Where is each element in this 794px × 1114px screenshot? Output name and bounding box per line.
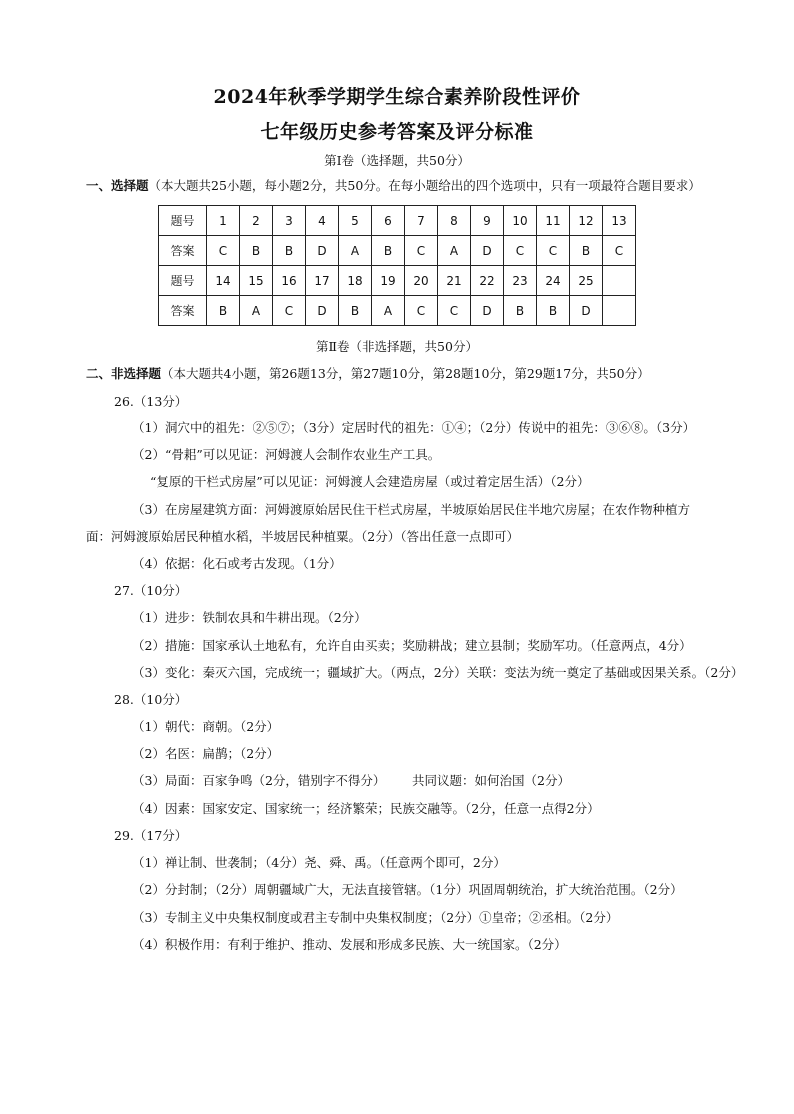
answer-table-cell: 14 <box>207 266 240 296</box>
answer-table-cell: C <box>504 236 537 266</box>
answer-table-row-header: 答案 <box>159 236 207 266</box>
volume-one-heading: 第Ⅰ卷（选择题，共50分） <box>324 153 470 168</box>
answer-table-cell: 21 <box>438 266 471 296</box>
question-28-line: （1）朝代：商朝。（2分） <box>132 719 280 734</box>
section-one-heading <box>86 178 701 194</box>
section-two-heading <box>86 366 650 382</box>
answer-table-cell: C <box>273 296 306 326</box>
answer-table-cell: D <box>570 296 603 326</box>
answer-table-cell: 16 <box>273 266 306 296</box>
answer-table-cell: 7 <box>405 206 438 236</box>
answer-table-cell: 9 <box>471 206 504 236</box>
question-26-line: （1）洞穴中的祖先：②⑤⑦；（3分）定居时代的祖先：①④；（2分）传说中的祖先：③⑥⑧。（3分） <box>132 420 696 435</box>
answer-table-cell: A <box>339 236 372 266</box>
answer-table-cell: B <box>570 236 603 266</box>
answer-table-cell: A <box>438 236 471 266</box>
answer-table-cell: A <box>372 296 405 326</box>
answer-table-cell: 25 <box>570 266 603 296</box>
question-28-title: 28.（10分） <box>114 692 188 707</box>
answer-table-cell: 20 <box>405 266 438 296</box>
answer-table-cell: B <box>207 296 240 326</box>
answer-table-cell: B <box>240 236 273 266</box>
section-two-description: （本大题共4小题，第26题13分，第27题10分，第28题10分，第29题17分，共50分） <box>161 366 650 381</box>
answer-table-cell: 6 <box>372 206 405 236</box>
section-one-label: 一、选择题 <box>86 178 149 193</box>
section-two-label: 二、非选择题 <box>86 366 162 381</box>
answer-table-cell: 18 <box>339 266 372 296</box>
answer-table-cell: B <box>372 236 405 266</box>
section-one-description: （本大题共25小题，每小题2分，共50分。在每小题给出的四个选项中，只有一项最符合题目要求） <box>148 178 701 193</box>
question-29-line: （1）禅让制、世袭制；（4分）尧、舜、禹。（任意两个即可，2分） <box>132 855 506 870</box>
answer-table-cell: 4 <box>306 206 339 236</box>
question-26-line: （3）在房屋建筑方面：河姆渡原始居民住干栏式房屋，半坡原始居民住半地穴房屋；在农作物种植方 <box>132 502 690 517</box>
question-28-line: （4）因素：国家安定、国家统一；经济繁荣；民族交融等。（2分，任意一点得2分） <box>132 801 600 816</box>
answer-table-cell: 19 <box>372 266 405 296</box>
answer-table-row-header: 题号 <box>159 206 207 236</box>
question-29-line: （3）专制主义中央集权制度或君主专制中央集权制度；（2分）①皇帝；②丞相。（2分） <box>132 910 619 925</box>
answer-table-cell: 15 <box>240 266 273 296</box>
answer-table-cell: B <box>339 296 372 326</box>
question-26-line: （2）“骨耜”可以见证：河姆渡人会制作农业生产工具。 <box>132 447 441 462</box>
answer-table-cell: C <box>405 236 438 266</box>
answer-table-cell: D <box>471 296 504 326</box>
answer-table-cell <box>603 266 636 296</box>
answer-table-cell: C <box>207 236 240 266</box>
question-29-line: （2）分封制；（2分）周朝疆域广大，无法直接管辖。（1分）巩固周朝统治，扩大统治范围。（2分） <box>132 882 683 897</box>
question-28-line: 共同议题：如何治国（2分） <box>412 773 570 788</box>
answer-table-row <box>159 296 636 326</box>
question-27-title: 27.（10分） <box>114 583 188 598</box>
answer-table-row-header: 答案 <box>159 296 207 326</box>
answer-table-cell: 24 <box>537 266 570 296</box>
answer-table-cell: 17 <box>306 266 339 296</box>
answer-table-cell <box>603 296 636 326</box>
question-27-line: （2）措施：国家承认土地私有，允许自由买卖；奖励耕战；建立县制；奖励军功。（任意两点，4分） <box>132 638 692 653</box>
page-subtitle: 七年级历史参考答案及评分标准 <box>260 121 534 143</box>
question-27-line: （3）变化：秦灭六国，完成统一；疆域扩大。（两点，2分）关联：变法为统一奠定了基础或因果关系。（2分） <box>132 665 744 680</box>
answer-table-row-header: 题号 <box>159 266 207 296</box>
answer-table-cell: 5 <box>339 206 372 236</box>
question-26-title: 26.（13分） <box>114 394 188 409</box>
question-26-line: 面：河姆渡原始居民种植水稻，半坡居民种植粟。（2分）（答出任意一点即可） <box>86 529 519 544</box>
answer-table-cell: 10 <box>504 206 537 236</box>
answer-table-cell: 13 <box>603 206 636 236</box>
question-29-title: 29.（17分） <box>114 828 188 843</box>
question-29-line: （4）积极作用：有利于维护、推动、发展和形成多民族、大一统国家。（2分） <box>132 937 567 952</box>
answer-table-cell: 1 <box>207 206 240 236</box>
answer-table-cell: C <box>438 296 471 326</box>
answer-table-cell: C <box>603 236 636 266</box>
volume-two-heading: 第Ⅱ卷（非选择题，共50分） <box>316 339 478 354</box>
page-title: 2024年秋季学期学生综合素养阶段性评价 <box>213 86 581 108</box>
answer-table-cell: B <box>504 296 537 326</box>
answer-table-cell: C <box>537 236 570 266</box>
answer-table-cell: D <box>306 296 339 326</box>
answer-table-cell: 3 <box>273 206 306 236</box>
answer-table-row <box>159 266 636 296</box>
answer-table-cell: 8 <box>438 206 471 236</box>
question-28-line: （3）局面：百家争鸣（2分，错别字不得分） <box>132 773 386 788</box>
answer-table-cell: 23 <box>504 266 537 296</box>
answer-table <box>158 205 636 326</box>
answer-table-cell: C <box>405 296 438 326</box>
answer-table-cell: B <box>273 236 306 266</box>
answer-table-cell: 22 <box>471 266 504 296</box>
answer-table-row <box>159 206 636 236</box>
answer-table-row <box>159 236 636 266</box>
answer-table-cell: B <box>537 296 570 326</box>
answer-table-cell: 12 <box>570 206 603 236</box>
answer-table-cell: D <box>471 236 504 266</box>
question-26-line: （4）依据：化石或考古发现。（1分） <box>132 556 342 571</box>
question-28-line: （2）名医：扁鹊；（2分） <box>132 746 280 761</box>
question-27-line: （1）进步：铁制农具和牛耕出现。（2分） <box>132 610 367 625</box>
answer-table-cell: D <box>306 236 339 266</box>
answer-table-cell: 2 <box>240 206 273 236</box>
answer-table-cell: 11 <box>537 206 570 236</box>
answer-table-cell: A <box>240 296 273 326</box>
question-26-line: “复原的干栏式房屋”可以见证：河姆渡人会建造房屋（或过着定居生活）（2分） <box>150 474 590 489</box>
